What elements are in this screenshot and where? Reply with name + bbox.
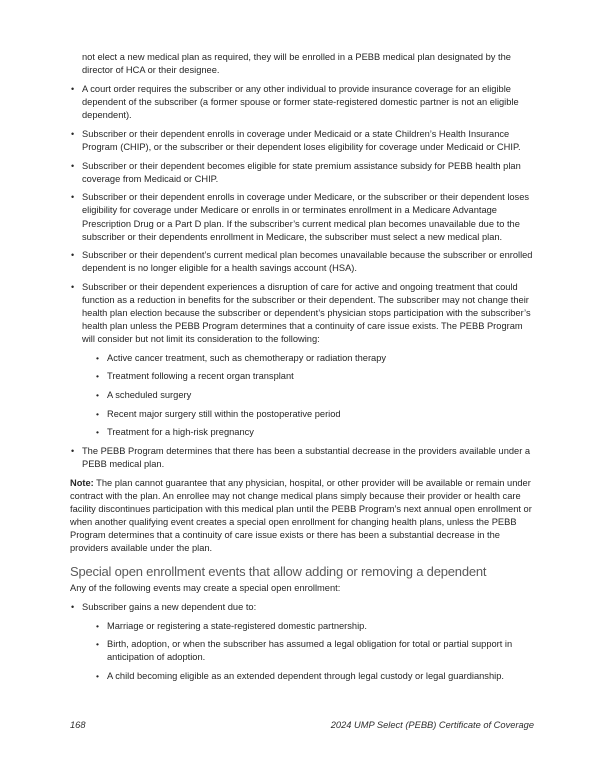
note-text: The plan cannot guarantee that any physician, hospital, or other provider will be available or remain under contract with the plan. An enrollee may not change medical plans simply because their provider or health care facility discontinues participation with this medical plan until the PEBB Program’s next annual open enrollment or when another qualifying event creates a special open enrollment for changing health plans, unless the PEBB Program determines that a continuity of care issue exists or there has been a substantial decrease in the providers available under the plan. [70,477,532,553]
bullet-item-gains-dependent [70,601,536,683]
page-footer [70,719,534,732]
gains-sub-bullet-list [82,620,536,683]
bullet-text: Subscriber or their dependent experiences a disruption of care for active and ongoing treatment that could function as a reduction in benefits for the subscriber or their dependent. The subscriber may not change their health plan election because the subscriber or dependent’s physician stops participation with the subscriber’s health plan unless the PEBB Program determines that a continuity of care issue exists. The PEBB Program will consider but not limit its consideration to the following: [82,281,531,345]
sub-bullet-organ-transplant: • Treatment following a recent organ transplant [96,370,536,383]
sub-bullet-scheduled-surgery: • A scheduled surgery [96,389,536,402]
bullet-item-medicaid-chip: • Subscriber or their dependent enrolls in coverage under Medicaid or a state Children’s Health Insurance Program (CHIP), or the subscriber or their dependent loses eligibility for coverage under Medicaid or CHIP. [70,128,536,154]
bullet-item-medicare: • Subscriber or their dependent enrolls in coverage under Medicare, or the subscriber or their dependent loses eligibility for coverage under Medicare or enrolls in or terminates enrollment in a Medicare Advantage Prescription Drug or a Part D plan. If the subscriber’s current medical plan becomes unavailable due to the subscriber or their dependents enrollment in Medicare, the subscriber must select a new medical plan. [70,191,536,243]
note-paragraph [70,477,536,556]
note-label: Note: [70,477,94,488]
page-number: 168 [70,720,86,730]
sub-bullet-marriage: • Marriage or registering a state-registered domestic partnership. [96,620,536,633]
bullet-item-court-order: • A court order requires the subscriber or any other individual to provide insurance coverage for an eligible dependent of the subscriber (a former spouse or former state-registered domestic partner is not an eligible dependent). [70,83,536,122]
section-intro: Any of the following events may create a special open enrollment: [70,583,341,594]
sub-bullet-high-risk-pregnancy: • Treatment for a high-risk pregnancy [96,426,536,439]
bullet-item-premium-assistance: • Subscriber or their dependent becomes eligible for state premium assistance subsidy for PEBB health plan coverage from Medicaid or CHIP. [70,160,536,186]
sub-bullet-extended-dependent: • A child becoming eligible as an extended dependent through legal custody or legal guardianship. [96,670,536,683]
bullet-text: Subscriber gains a new dependent due to: [82,602,257,613]
sub-bullet-cancer-treatment: • Active cancer treatment, such as chemotherapy or radiation therapy [96,352,536,365]
footer-document-title: 2024 UMP Select (PEBB) Certificate of Coverage [330,720,534,730]
sub-bullet-postoperative: • Recent major surgery still within the postoperative period [96,408,536,421]
section-heading: Special open enrollment events that allow adding or removing a dependent [70,564,487,580]
bullet-item-disruption-of-care [70,281,536,439]
bullet-item-hsa: • Subscriber or their dependent’s current medical plan becomes unavailable because the subscriber or enrolled dependent is no longer eligible for a health savings account (HSA). [70,249,536,275]
care-sub-bullet-list [82,352,536,439]
sub-bullet-birth-adoption: • Birth, adoption, or when the subscriber has assumed a legal obligation for total or partial support in anticipation of adoption. [96,638,536,664]
event-bullet-list [70,83,536,471]
bullet-item-provider-decrease: • The PEBB Program determines that there has been a substantial decrease in the providers available under a PEBB medical plan. [70,445,536,471]
dependent-bullet-list [70,601,536,683]
continuation-paragraph: not elect a new medical plan as required, they will be enrolled in a PEBB medical plan designated by the director of HCA or their designee. [82,52,511,76]
